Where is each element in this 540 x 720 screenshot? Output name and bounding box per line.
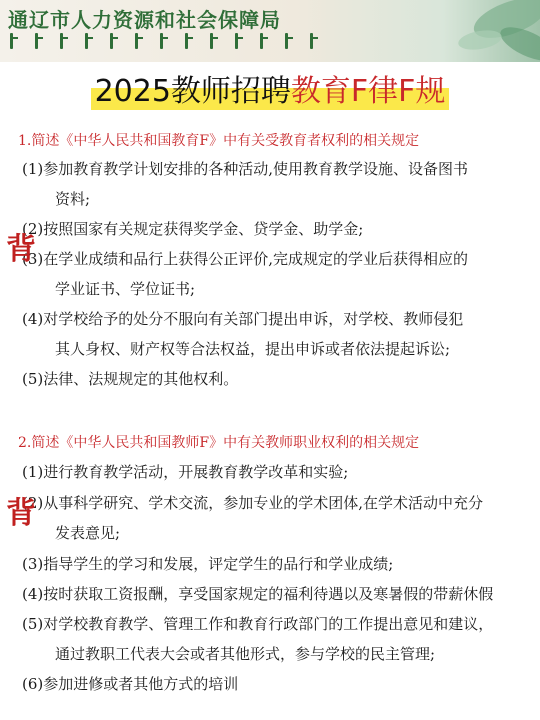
section2-line: 通过教职工代表大会或者其他形式，参与学校的民主管理;: [55, 645, 436, 663]
page-title-wrap: [0, 72, 540, 112]
section1-line: (2)按照国家有关规定获得奖学金、贷学金、助学金;: [22, 220, 364, 238]
section1-line: (4)对学校给予的处分不服向有关部门提出申诉，对学校、教师侵犯: [22, 310, 464, 328]
section2-line: (3)指导学生的学习和发展，评定学生的品行和学业成绩;: [22, 555, 394, 573]
section2-heading: 2.简述《中华人民共和国教师F》中有关教师职业权利的相关规定: [18, 435, 420, 451]
section2-line: (2)从事科学研究、学术交流，参加专业的学术团体,在学术活动中充分: [22, 494, 484, 512]
section1-heading: 1.简述《中华人民共和国教育F》中有关受教育者权利的相关规定: [18, 133, 420, 149]
section2-line: (5)对学校教育教学、管理工作和教育行政部门的工作提出意见和建议，: [22, 615, 494, 633]
leaf-decoration-icon: [400, 0, 540, 62]
section2-line: (6)参加进修或者其他方式的培训: [22, 675, 239, 693]
page-title-prefix: 2025教师招聘: [94, 74, 291, 109]
section2-line: (4)按时获取工资报酬，享受国家规定的福利待遇以及寒暑假的带薪休假: [22, 585, 494, 603]
section1-line: 资料;: [55, 190, 91, 208]
section1-line: 其人身权、财产权等合法权益，提出申诉或者依法提起诉讼;: [55, 340, 451, 358]
memorize-stamp: 背: [6, 496, 36, 531]
section1-line: (3)在学业成绩和品行上获得公正评价,完成规定的学业后获得相应的: [22, 250, 469, 268]
memorize-stamp: 背: [6, 232, 36, 267]
page-title-emphasis: 教育F律F规: [290, 74, 446, 109]
section1-line: (5)法律、法规规定的其他权利。: [22, 370, 239, 388]
section2-line: (1)进行教育教学活动，开展教育教学改革和实验;: [22, 463, 349, 481]
banner-title: 通辽市人力资源和社会保障局: [8, 8, 281, 32]
section1-line: (1)参加教育教学计划安排的各种活动,使用教育教学设施、设备图书: [22, 160, 469, 178]
page-title: [91, 72, 450, 112]
header-banner: [0, 0, 540, 62]
section1-line: 学业证书、学位证书;: [55, 280, 196, 298]
mongolian-script-decoration: [10, 33, 340, 53]
section2-line: 发表意见;: [55, 524, 121, 542]
